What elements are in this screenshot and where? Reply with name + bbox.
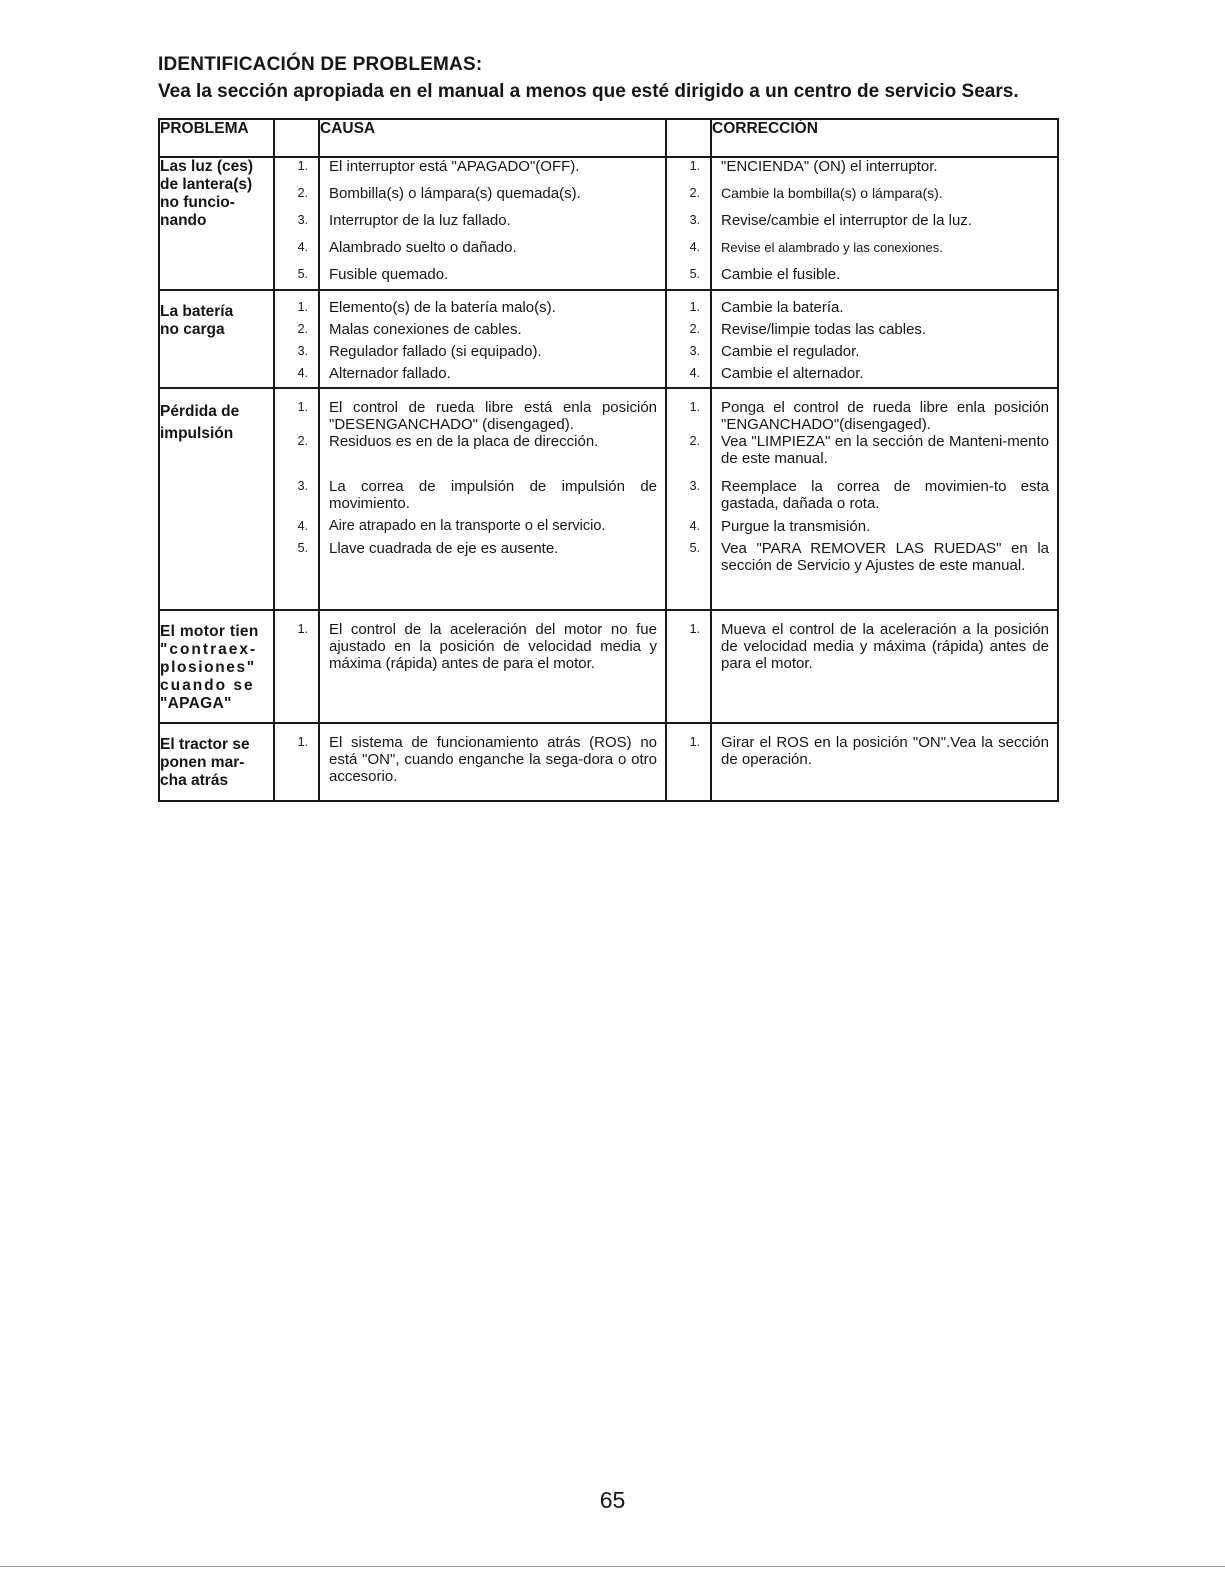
correction-numbers bbox=[666, 157, 711, 290]
correction-cell bbox=[711, 723, 1058, 801]
problem-line: La batería bbox=[160, 303, 234, 320]
cause-item: Malas conexiones de cables. bbox=[329, 321, 522, 338]
item-number: 2. bbox=[297, 186, 308, 200]
bottom-rule bbox=[0, 1566, 1225, 1567]
correction-item: Purgue la transmisión. bbox=[721, 518, 871, 535]
header-correction: CORRECCIÓN bbox=[711, 119, 1058, 157]
correction-item: Reemplace la correa de movimien-to esta gastada, dañada o rota. bbox=[721, 478, 1049, 512]
correction-numbers bbox=[666, 723, 711, 801]
table-row bbox=[159, 290, 1058, 388]
correction-cell bbox=[711, 290, 1058, 388]
cause-item: El control de rueda libre está enla posición "DESENGANCHADO" (disengaged). bbox=[329, 399, 657, 433]
item-number: 4. bbox=[689, 519, 700, 533]
correction-item: Cambie el fusible. bbox=[721, 266, 841, 283]
cause-item: El sistema de funcionamiento atrás (ROS) no está "ON", cuando enganche la sega-dora o otro accesorio. bbox=[329, 734, 657, 785]
correction-item: Cambie la batería. bbox=[721, 299, 844, 316]
correction-item: Mueva el control de la aceleración a la posición de velocidad media y máxima (rápida) antes de para el motor. bbox=[721, 621, 1049, 672]
item-number: 2. bbox=[689, 322, 700, 336]
correction-item: Revise/limpie todas las cables. bbox=[721, 321, 927, 338]
correction-numbers bbox=[666, 610, 711, 723]
item-number: 4. bbox=[297, 366, 308, 380]
cause-item: Llave cuadrada de eje es ausente. bbox=[329, 540, 559, 557]
problem-cell bbox=[159, 157, 274, 290]
problem-line: El tractor se bbox=[160, 736, 250, 753]
table-row bbox=[159, 610, 1058, 723]
cause-item: El interruptor está "APAGADO"(OFF). bbox=[329, 158, 580, 175]
correction-item: Ponga el control de rueda libre enla posición "ENGANCHADO"(disengaged). bbox=[721, 399, 1049, 433]
cause-numbers bbox=[274, 723, 319, 801]
item-number: 4. bbox=[689, 366, 700, 380]
cause-cell bbox=[319, 290, 666, 388]
cause-item: Alternador fallado. bbox=[329, 365, 451, 382]
correction-item: Girar el ROS en la posición "ON".Vea la sección de operación. bbox=[721, 734, 1049, 768]
problem-line: nando bbox=[160, 212, 207, 229]
correction-cell bbox=[711, 610, 1058, 723]
cause-item: Aire atrapado en la transporte o el servicio. bbox=[329, 518, 606, 534]
item-number: 1. bbox=[297, 622, 308, 636]
problem-line: Las luz (ces) bbox=[160, 158, 254, 175]
item-number: 1. bbox=[297, 735, 308, 749]
item-number: 3. bbox=[297, 479, 308, 493]
item-number: 1. bbox=[297, 400, 308, 414]
cause-item: Bombilla(s) o lámpara(s) quemada(s). bbox=[329, 185, 581, 202]
header-cause: CAUSA bbox=[319, 119, 666, 157]
cause-item: Residuos es en de la placa de dirección. bbox=[329, 433, 599, 450]
problem-line: "APAGA" bbox=[160, 695, 232, 712]
item-number: 1. bbox=[689, 735, 700, 749]
cause-numbers bbox=[274, 157, 319, 290]
cause-item: La correa de impulsión de impulsión de movimiento. bbox=[329, 478, 657, 512]
cause-cell bbox=[319, 723, 666, 801]
item-number: 1. bbox=[297, 300, 308, 314]
table-row bbox=[159, 157, 1058, 290]
item-number: 5. bbox=[297, 267, 308, 281]
correction-item: Cambie el alternador. bbox=[721, 365, 864, 382]
page-title: IDENTIFICACIÓN DE PROBLEMAS: bbox=[158, 54, 483, 75]
problem-line: impulsión bbox=[160, 425, 234, 442]
troubleshooting-table bbox=[158, 118, 1059, 802]
correction-item: Vea "PARA REMOVER LAS RUEDAS" en la sección de Servicio y Ajustes de este manual. bbox=[721, 540, 1049, 574]
problem-line: de lantera(s) bbox=[160, 176, 253, 193]
cause-item: Regulador fallado (si equipado). bbox=[329, 343, 542, 360]
item-number: 4. bbox=[297, 519, 308, 533]
table-row bbox=[159, 388, 1058, 610]
cause-cell bbox=[319, 610, 666, 723]
item-number: 2. bbox=[297, 322, 308, 336]
correction-cell bbox=[711, 157, 1058, 290]
correction-item: "ENCIENDA" (ON) el interruptor. bbox=[721, 158, 938, 175]
header-problem: PROBLEMA bbox=[159, 119, 274, 157]
item-number: 2. bbox=[297, 434, 308, 448]
correction-cell bbox=[711, 388, 1058, 610]
problem-line: ponen mar- bbox=[160, 754, 245, 771]
header-cause-num bbox=[274, 119, 319, 157]
problem-line: no funcio- bbox=[160, 194, 235, 211]
cause-cell bbox=[319, 388, 666, 610]
item-number: 1. bbox=[689, 400, 700, 414]
problem-line: no carga bbox=[160, 321, 225, 338]
page-number: 65 bbox=[599, 1487, 626, 1513]
item-number: 1. bbox=[297, 159, 308, 173]
problem-line: cha atrás bbox=[160, 772, 229, 789]
item-number: 3. bbox=[297, 344, 308, 358]
correction-item: Revise/cambie el interruptor de la luz. bbox=[721, 212, 972, 229]
problem-cell bbox=[159, 388, 274, 610]
problem-line: "contraex- bbox=[160, 641, 258, 658]
table-row bbox=[159, 723, 1058, 801]
problem-line: plosiones" bbox=[160, 659, 256, 676]
item-number: 1. bbox=[689, 159, 700, 173]
problem-line: El motor tien bbox=[160, 623, 259, 640]
page-subtitle: Vea la sección apropiada en el manual a menos que esté dirigido a un centro de servicio Sears. bbox=[158, 81, 1019, 102]
problem-line: cuando se bbox=[160, 677, 255, 694]
item-number: 1. bbox=[689, 300, 700, 314]
correction-item: Vea "LIMPIEZA" en la sección de Manteni-mento de este manual. bbox=[721, 433, 1049, 467]
item-number: 5. bbox=[297, 541, 308, 555]
correction-item: Cambie la bombilla(s) o lámpara(s). bbox=[721, 185, 943, 201]
cause-item: Alambrado suelto o dañado. bbox=[329, 239, 517, 256]
problem-line: Pérdida de bbox=[160, 403, 240, 420]
cause-item: Interruptor de la luz fallado. bbox=[329, 212, 511, 229]
cause-numbers bbox=[274, 610, 319, 723]
item-number: 3. bbox=[297, 213, 308, 227]
cause-item: El control de la aceleración del motor no fue ajustado en la posición de velocidad media y máxima (rápida) antes de para el motor. bbox=[329, 621, 657, 672]
cause-cell bbox=[319, 157, 666, 290]
cause-item: Fusible quemado. bbox=[329, 266, 449, 283]
item-number: 4. bbox=[297, 240, 308, 254]
item-number: 5. bbox=[689, 541, 700, 555]
header-correction-num bbox=[666, 119, 711, 157]
correction-numbers bbox=[666, 388, 711, 610]
cause-numbers bbox=[274, 290, 319, 388]
table-header-row bbox=[159, 119, 1058, 157]
item-number: 3. bbox=[689, 344, 700, 358]
item-number: 3. bbox=[689, 213, 700, 227]
correction-item: Revise el alambrado y las conexiones. bbox=[721, 240, 943, 255]
problem-cell bbox=[159, 723, 274, 801]
item-number: 2. bbox=[689, 434, 700, 448]
item-number: 4. bbox=[689, 240, 700, 254]
item-number: 1. bbox=[689, 622, 700, 636]
cause-numbers bbox=[274, 388, 319, 610]
correction-item: Cambie el regulador. bbox=[721, 343, 860, 360]
problem-cell bbox=[159, 610, 274, 723]
item-number: 2. bbox=[689, 186, 700, 200]
item-number: 3. bbox=[689, 479, 700, 493]
cause-item: Elemento(s) de la batería malo(s). bbox=[329, 299, 556, 316]
problem-cell bbox=[159, 290, 274, 388]
correction-numbers bbox=[666, 290, 711, 388]
item-number: 5. bbox=[689, 267, 700, 281]
